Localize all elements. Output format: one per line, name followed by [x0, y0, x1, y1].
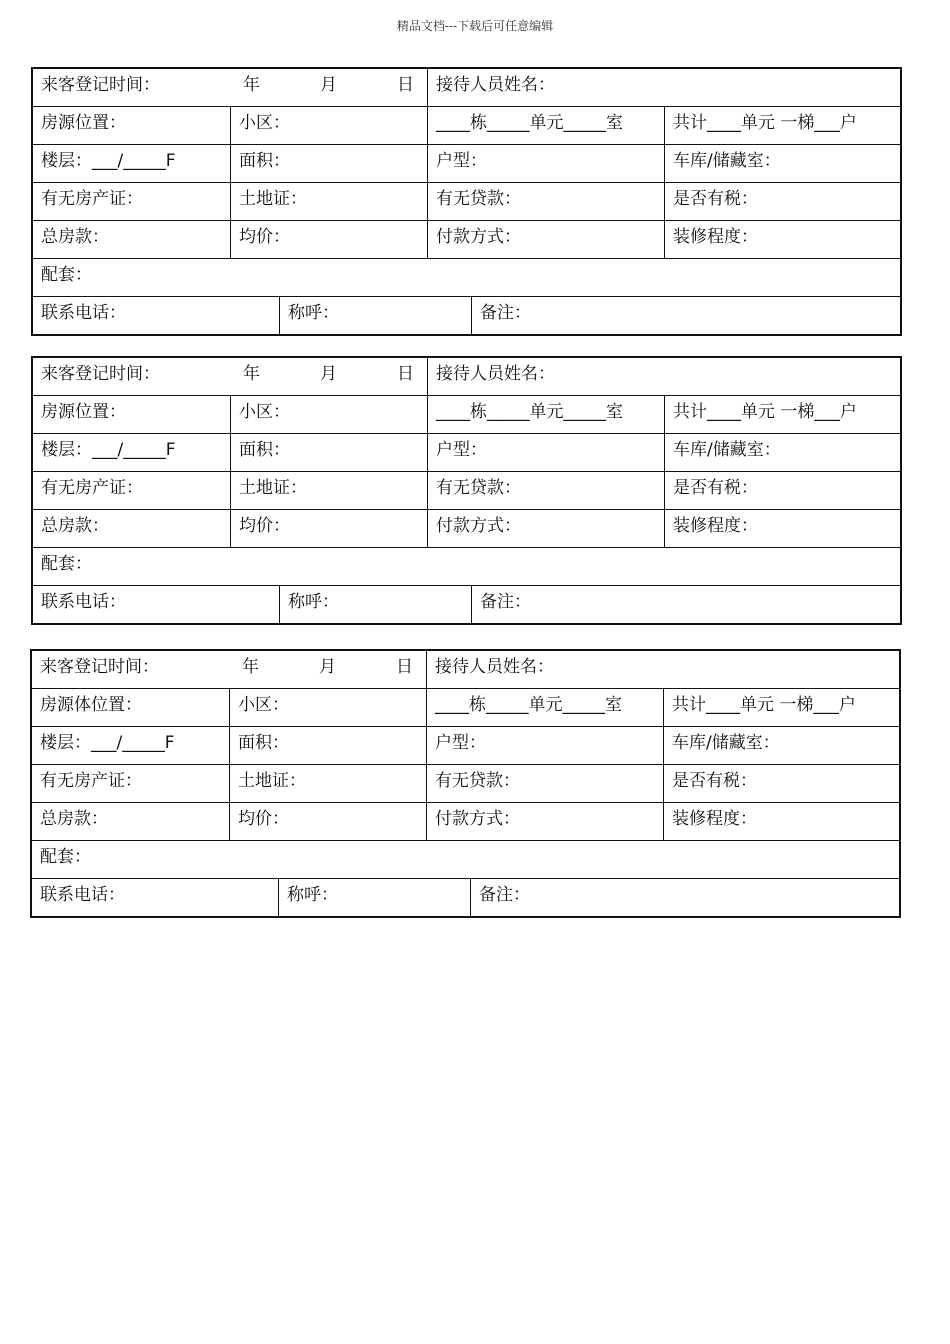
form-row-location — [33, 396, 900, 434]
total-price-cell[interactable] — [33, 221, 231, 258]
location-cell[interactable] — [33, 107, 231, 144]
form-row-price — [32, 803, 899, 841]
form-row-price — [33, 221, 900, 259]
form-row-contact — [33, 586, 900, 624]
phone-cell[interactable] — [33, 586, 280, 624]
area-cell[interactable] — [231, 145, 428, 182]
form-row-certificates — [32, 765, 899, 803]
remarks-cell[interactable] — [472, 297, 900, 335]
facilities-label: 配套： — [41, 554, 92, 574]
location-label: 房源位置： — [41, 113, 126, 133]
tax-label: 是否有税： — [673, 189, 758, 209]
form-row-location — [32, 689, 899, 727]
page-header: 精品文档---下载后可任意编辑 — [396, 19, 554, 33]
layout-cell[interactable] — [428, 434, 665, 471]
layout-label: 户型： — [436, 440, 487, 460]
receptionist-cell[interactable] — [428, 69, 900, 106]
salutation-label: 称呼： — [288, 592, 339, 612]
deed-label: 有无房产证： — [41, 478, 143, 498]
month-label: 月 — [319, 657, 336, 677]
total-price-cell[interactable] — [33, 510, 231, 547]
tax-label: 是否有税： — [673, 478, 758, 498]
land-label: 土地证： — [239, 478, 307, 498]
salutation-cell[interactable] — [279, 879, 471, 917]
form-row-facilities — [33, 548, 900, 586]
deed-cell[interactable] — [33, 472, 231, 509]
community-cell[interactable] — [231, 396, 428, 433]
day-label: 日 — [397, 75, 414, 95]
visit-time-cell[interactable] — [33, 69, 428, 106]
payment-cell[interactable] — [427, 803, 664, 840]
form-row-location — [33, 107, 900, 145]
remarks-label: 备注： — [480, 303, 531, 323]
area-label: 面积： — [239, 151, 290, 171]
form-row-contact — [33, 297, 900, 335]
facilities-cell[interactable] — [32, 841, 899, 878]
loan-label: 有无贷款： — [436, 189, 521, 209]
receptionist-label: 接待人员姓名： — [436, 364, 555, 384]
garage-label: 车库/储藏室： — [673, 440, 781, 460]
form-row-floor — [33, 145, 900, 183]
total-price-label: 总房款： — [41, 516, 109, 536]
garage-cell[interactable] — [665, 434, 900, 471]
tax-cell[interactable] — [665, 472, 900, 509]
community-cell[interactable] — [231, 107, 428, 144]
year-label: 年 — [243, 364, 260, 384]
payment-cell[interactable] — [428, 221, 665, 258]
deed-label: 有无房产证： — [41, 189, 143, 209]
total-price-label: 总房款： — [40, 809, 108, 829]
day-label: 日 — [397, 364, 414, 384]
salutation-cell[interactable] — [280, 297, 472, 335]
remarks-label: 备注： — [480, 592, 531, 612]
remarks-cell[interactable] — [471, 879, 899, 917]
form-row-visit — [33, 358, 900, 396]
salutation-label: 称呼： — [287, 885, 338, 905]
land-label: 土地证： — [239, 189, 307, 209]
month-label: 月 — [320, 364, 337, 384]
area-label: 面积： — [238, 733, 289, 753]
unit-price-cell[interactable] — [230, 803, 427, 840]
receptionist-label: 接待人员姓名： — [436, 75, 555, 95]
location-label: 房源位置： — [41, 402, 126, 422]
facilities-cell[interactable] — [33, 259, 900, 296]
deed-cell[interactable] — [33, 183, 231, 220]
area-cell[interactable] — [230, 727, 427, 764]
total-units-cell[interactable] — [664, 689, 899, 726]
decoration-label: 装修程度： — [673, 516, 758, 536]
building-label: ____栋_____单元_____室 — [436, 402, 623, 422]
form-row-certificates — [33, 472, 900, 510]
community-label: 小区： — [239, 402, 290, 422]
layout-cell[interactable] — [427, 727, 664, 764]
remarks-cell[interactable] — [472, 586, 900, 624]
payment-cell[interactable] — [428, 510, 665, 547]
unit-price-cell[interactable] — [231, 510, 428, 547]
building-label: ____栋_____单元_____室 — [436, 113, 623, 133]
payment-label: 付款方式： — [436, 516, 521, 536]
floor-label: 楼层：___/_____F — [40, 733, 175, 753]
facilities-cell[interactable] — [33, 548, 900, 585]
form-row-floor — [32, 727, 899, 765]
unit-price-label: 均价： — [238, 809, 289, 829]
total-units-cell[interactable] — [665, 396, 900, 433]
layout-label: 户型： — [436, 151, 487, 171]
garage-cell[interactable] — [665, 145, 900, 182]
receptionist-label: 接待人员姓名： — [435, 657, 554, 677]
garage-label: 车库/储藏室： — [673, 151, 781, 171]
decoration-cell[interactable] — [665, 510, 900, 547]
loan-label: 有无贷款： — [436, 478, 521, 498]
building-label: ____栋_____单元_____室 — [435, 695, 622, 715]
month-label: 月 — [320, 75, 337, 95]
phone-label: 联系电话： — [41, 592, 126, 612]
phone-label: 联系电话： — [40, 885, 125, 905]
layout-label: 户型： — [435, 733, 486, 753]
total-units-cell[interactable] — [665, 107, 900, 144]
tax-cell[interactable] — [664, 765, 899, 802]
visit-time-label: 来客登记时间： — [40, 657, 159, 677]
loan-cell[interactable] — [427, 765, 664, 802]
community-cell[interactable] — [230, 689, 427, 726]
floor-cell[interactable] — [32, 727, 230, 764]
phone-label: 联系电话： — [41, 303, 126, 323]
floor-cell[interactable] — [33, 434, 231, 471]
visit-time-cell[interactable] — [33, 358, 428, 395]
unit-price-label: 均价： — [239, 516, 290, 536]
floor-label: 楼层：___/_____F — [41, 440, 176, 460]
facilities-label: 配套： — [41, 265, 92, 285]
loan-cell[interactable] — [428, 183, 665, 220]
phone-cell[interactable] — [33, 297, 280, 335]
building-cell[interactable] — [427, 689, 664, 726]
registration-form-2 — [31, 356, 902, 625]
location-cell[interactable] — [33, 396, 231, 433]
year-label: 年 — [243, 75, 260, 95]
day-label: 日 — [396, 657, 413, 677]
loan-cell[interactable] — [428, 472, 665, 509]
receptionist-cell[interactable] — [427, 651, 899, 688]
tax-label: 是否有税： — [672, 771, 757, 791]
visit-time-cell[interactable] — [32, 651, 427, 688]
form-row-visit — [32, 651, 899, 689]
garage-cell[interactable] — [664, 727, 899, 764]
visit-time-label: 来客登记时间： — [41, 75, 160, 95]
form-row-facilities — [33, 259, 900, 297]
location-label: 房源体位置： — [40, 695, 142, 715]
receptionist-cell[interactable] — [428, 358, 900, 395]
land-cell[interactable] — [231, 472, 428, 509]
building-cell[interactable] — [428, 396, 665, 433]
location-cell[interactable] — [32, 689, 230, 726]
form-row-visit — [33, 69, 900, 107]
form-row-certificates — [33, 183, 900, 221]
facilities-label: 配套： — [40, 847, 91, 867]
land-cell[interactable] — [230, 765, 427, 802]
salutation-cell[interactable] — [280, 586, 472, 624]
unit-price-cell[interactable] — [231, 221, 428, 258]
decoration-label: 装修程度： — [672, 809, 757, 829]
form-row-facilities — [32, 841, 899, 879]
decoration-cell[interactable] — [664, 803, 899, 840]
unit-price-label: 均价： — [239, 227, 290, 247]
form-row-price — [33, 510, 900, 548]
floor-cell[interactable] — [33, 145, 231, 182]
garage-label: 车库/储藏室： — [672, 733, 780, 753]
year-label: 年 — [242, 657, 259, 677]
visit-time-label: 来客登记时间： — [41, 364, 160, 384]
area-label: 面积： — [239, 440, 290, 460]
form-row-contact — [32, 879, 899, 917]
area-cell[interactable] — [231, 434, 428, 471]
deed-cell[interactable] — [32, 765, 230, 802]
loan-label: 有无贷款： — [435, 771, 520, 791]
payment-label: 付款方式： — [436, 227, 521, 247]
community-label: 小区： — [239, 113, 290, 133]
registration-form-3 — [30, 649, 901, 918]
deed-label: 有无房产证： — [40, 771, 142, 791]
phone-cell[interactable] — [32, 879, 279, 917]
registration-form-1 — [31, 67, 902, 336]
total-units-label: 共计____单元 一梯___户 — [673, 402, 857, 422]
total-price-cell[interactable] — [32, 803, 230, 840]
payment-label: 付款方式： — [435, 809, 520, 829]
land-label: 土地证： — [238, 771, 306, 791]
floor-label: 楼层：___/_____F — [41, 151, 176, 171]
total-units-label: 共计____单元 一梯___户 — [673, 113, 857, 133]
total-units-label: 共计____单元 一梯___户 — [672, 695, 856, 715]
remarks-label: 备注： — [479, 885, 530, 905]
community-label: 小区： — [238, 695, 289, 715]
decoration-label: 装修程度： — [673, 227, 758, 247]
form-row-floor — [33, 434, 900, 472]
decoration-cell[interactable] — [665, 221, 900, 258]
land-cell[interactable] — [231, 183, 428, 220]
layout-cell[interactable] — [428, 145, 665, 182]
tax-cell[interactable] — [665, 183, 900, 220]
salutation-label: 称呼： — [288, 303, 339, 323]
building-cell[interactable] — [428, 107, 665, 144]
total-price-label: 总房款： — [41, 227, 109, 247]
